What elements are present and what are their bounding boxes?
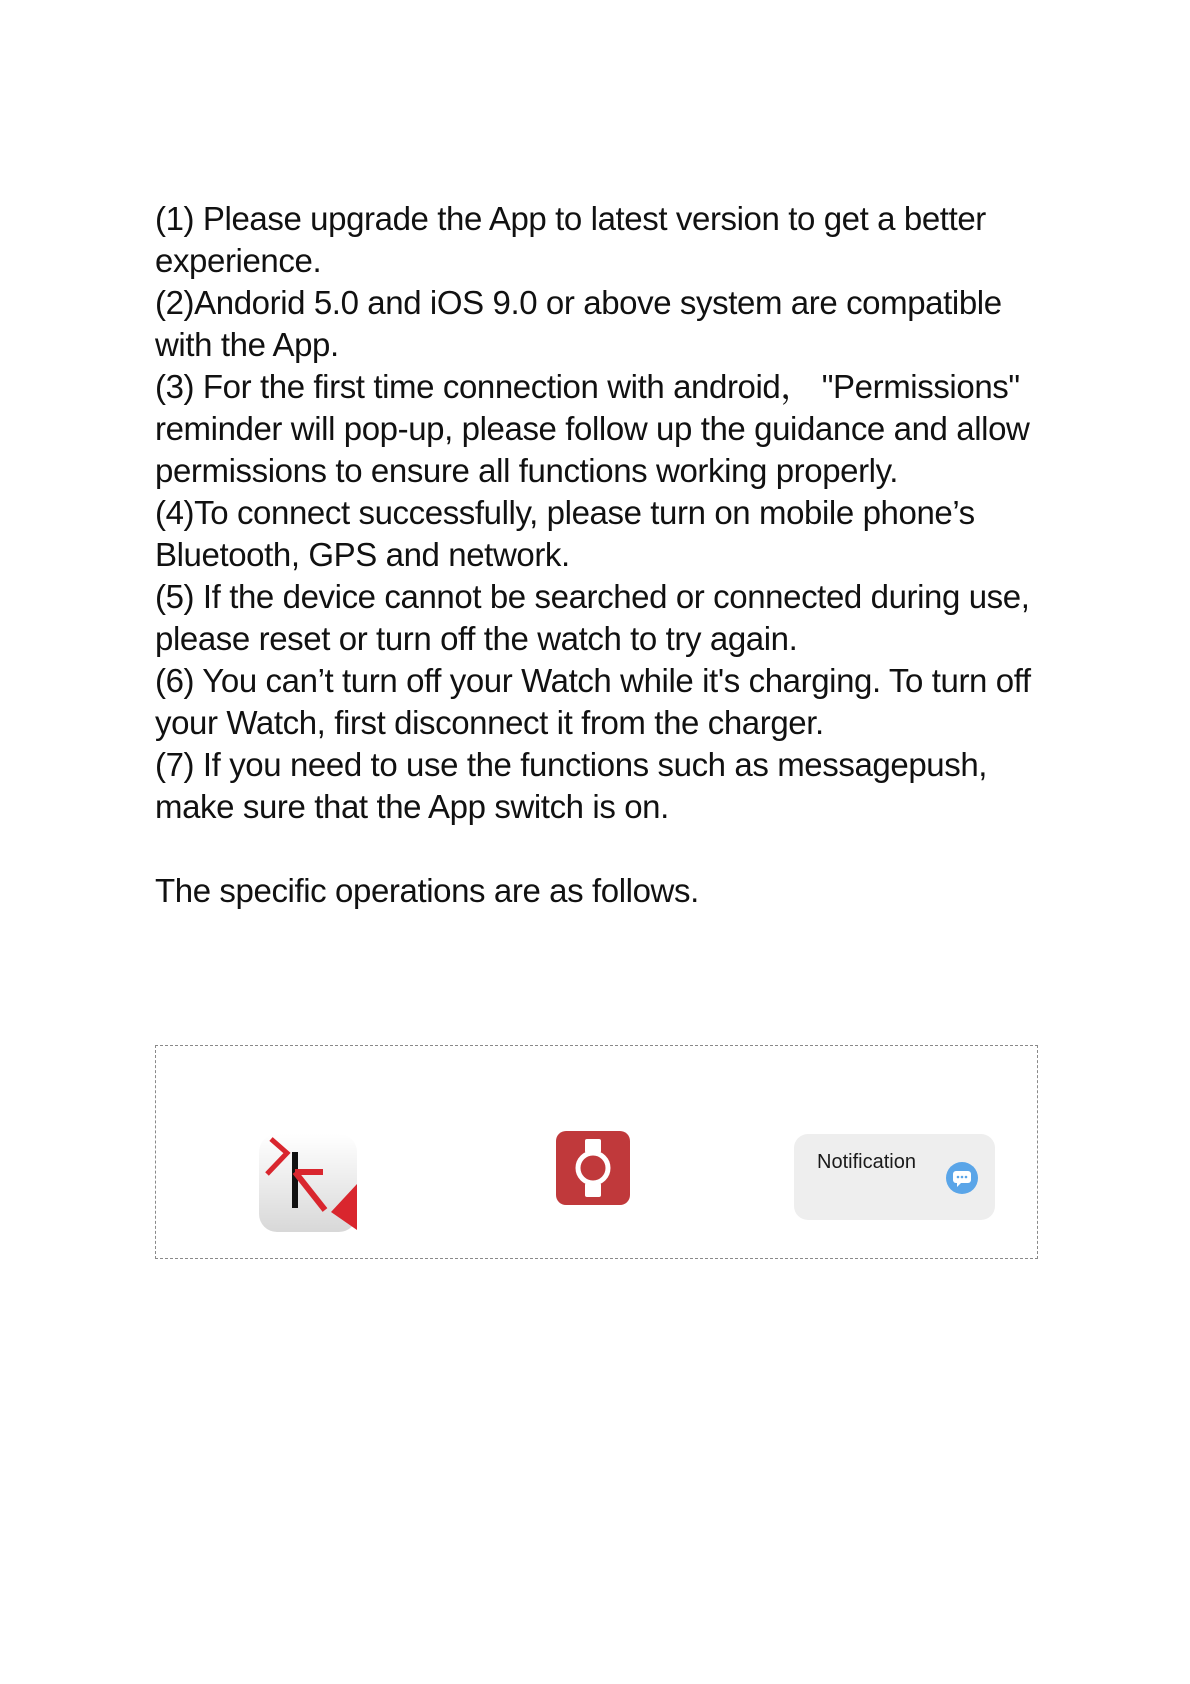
paragraph-spacer xyxy=(155,828,1060,870)
instruction-1: (1) Please upgrade the App to latest version to get a better experience. xyxy=(155,200,986,279)
instruction-7: (7) If you need to use the functions such as messagepush, make sure that the App switch is on. xyxy=(155,746,988,825)
notification-label: Notification xyxy=(817,1151,916,1173)
instructions-text xyxy=(155,198,1060,912)
watch-icon xyxy=(556,1131,630,1205)
chat-bubble-icon xyxy=(945,1161,979,1195)
instruction-4: (4)To connect successfully, please turn on mobile phone’s Bluetooth, GPS and network. xyxy=(155,494,975,573)
app-logo-icon xyxy=(259,1134,357,1232)
instruction-6: (6) You can’t turn off your Watch while it's charging. To turn off your Watch, first disconnect it from the charger. xyxy=(155,662,1031,741)
notification-card[interactable] xyxy=(794,1134,995,1220)
instruction-2: (2)Andorid 5.0 and iOS 9.0 or above system are compatible with the App. xyxy=(155,284,1002,363)
icons-panel xyxy=(155,1045,1038,1259)
instruction-3: (3) For the first time connection with android， "Permissions" reminder will pop-up, please follow up the guidance and allow permissions to ensure all functions working properly. xyxy=(155,368,1030,489)
operations-intro: The specific operations are as follows. xyxy=(155,872,699,909)
instruction-5: (5) If the device cannot be searched or connected during use, please reset or turn off the watch to try again. xyxy=(155,578,1030,657)
